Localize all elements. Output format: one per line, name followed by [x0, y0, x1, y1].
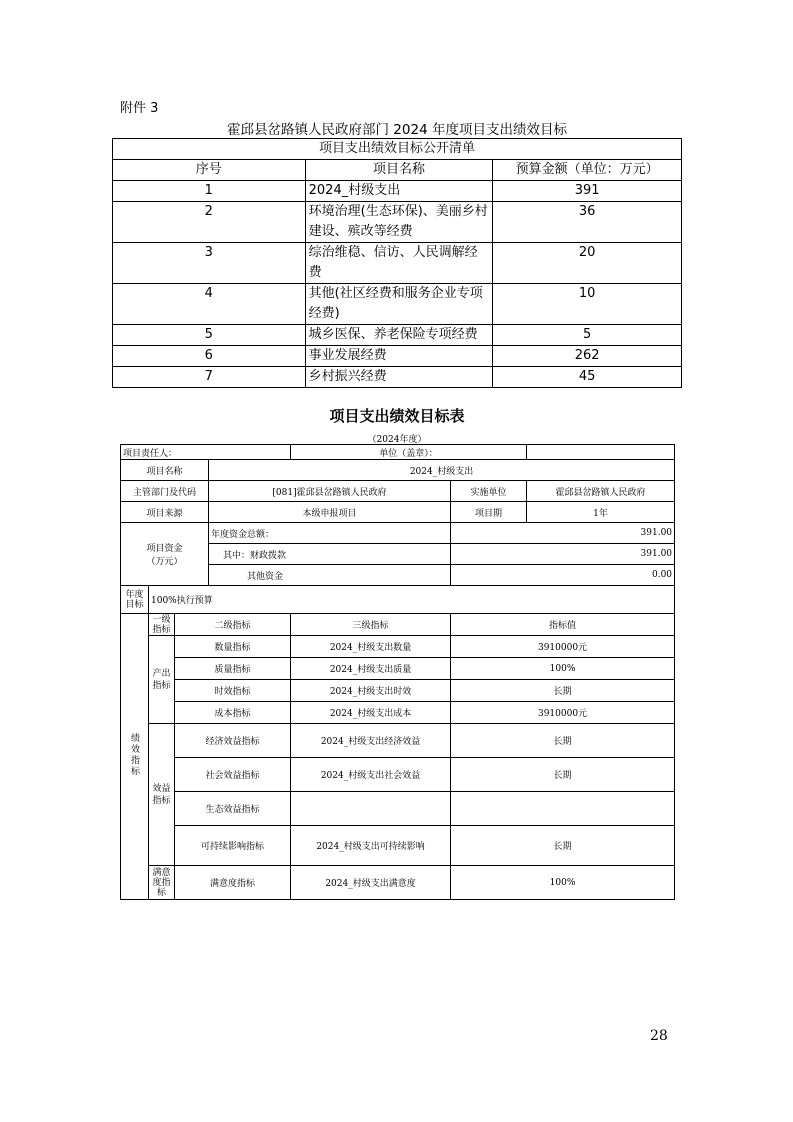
value-cell: 长期 — [451, 826, 675, 866]
level3-header: 三级指标 — [291, 614, 451, 636]
row-name: 事业发展经费 — [305, 346, 493, 367]
indicator-row — [121, 636, 675, 658]
output-indicator-label: 产出 指标 — [149, 636, 175, 724]
level2-cell: 质量指标 — [175, 658, 291, 680]
funds-fiscal-label: 其中：财政拨款 — [209, 544, 451, 565]
funds-total-value: 391.00 — [451, 523, 675, 544]
source-row — [121, 502, 675, 523]
level2-cell: 生态效益指标 — [175, 792, 291, 826]
perf-indicator-text: 绩效指标 — [129, 733, 139, 777]
level2-cell: 满意度指标 — [175, 866, 291, 900]
indicator-row — [121, 680, 675, 702]
list-caption: 项目支出绩效目标公开清单 — [113, 139, 682, 160]
level2-header: 二级指标 — [175, 614, 291, 636]
row-name: 其他(社区经费和服务企业专项经费) — [305, 284, 493, 325]
attachment-label: 附件 3 — [120, 101, 159, 116]
unit-seal-label: 单位（盖章）： — [291, 445, 527, 460]
value-header: 指标值 — [451, 614, 675, 636]
impl-value: 霍邱县岔路镇人民政府 — [527, 481, 675, 502]
project-name-label: 项目名称 — [121, 460, 209, 481]
row-amount: 391 — [493, 181, 682, 202]
indicator-row — [121, 866, 675, 900]
row-amount: 36 — [493, 202, 682, 243]
annual-goal-row — [121, 586, 675, 614]
funds-label: 项目资金 （万元） — [121, 523, 209, 586]
level3-cell: 2024_村级支出质量 — [291, 658, 451, 680]
performance-goal-table — [120, 444, 675, 900]
period-label: 项目期 — [451, 502, 527, 523]
row-no: 1 — [113, 181, 306, 202]
period-value: 1年 — [527, 502, 675, 523]
value-cell: 长期 — [451, 724, 675, 758]
benefit-indicator-label: 效益 指标 — [149, 724, 175, 866]
level3-cell — [291, 792, 451, 826]
level2-cell: 数量指标 — [175, 636, 291, 658]
dept-row — [121, 481, 675, 502]
owner-row — [121, 445, 675, 460]
funds-other-label: 其他资金 — [209, 565, 451, 586]
row-no: 2 — [113, 202, 306, 243]
value-cell: 长期 — [451, 680, 675, 702]
dept-value: [081]霍邱县岔路镇人民政府 — [209, 481, 451, 502]
row-amount: 262 — [493, 346, 682, 367]
level2-cell: 经济效益指标 — [175, 724, 291, 758]
value-cell — [451, 792, 675, 826]
funds-fiscal-value: 391.00 — [451, 544, 675, 565]
level2-cell: 成本指标 — [175, 702, 291, 724]
indicator-header-row — [121, 614, 675, 636]
level3-cell: 2024_村级支出成本 — [291, 702, 451, 724]
row-no: 6 — [113, 346, 306, 367]
indicator-row — [121, 758, 675, 792]
annual-goal-value: 100%执行预算 — [149, 586, 675, 614]
unit-seal-value — [527, 445, 675, 460]
row-no: 3 — [113, 243, 306, 284]
owner-label: 项目责任人： — [121, 445, 291, 460]
level3-cell: 2024_村级支出经济效益 — [291, 724, 451, 758]
indicator-row — [121, 702, 675, 724]
funds-row — [121, 523, 675, 544]
table-row — [113, 181, 682, 202]
document-title: 霍邱县岔路镇人民政府部门 2024 年度项目支出绩效目标 — [227, 122, 567, 138]
value-cell: 长期 — [451, 758, 675, 792]
page-number: 28 — [650, 1028, 668, 1044]
row-amount: 20 — [493, 243, 682, 284]
table-row — [113, 284, 682, 325]
table-row — [113, 243, 682, 284]
row-name: 乡村振兴经费 — [305, 367, 493, 388]
funds-total-label: 年度资金总额： — [209, 523, 451, 544]
source-value: 本级申报项目 — [209, 502, 451, 523]
annual-goal-label: 年度 目标 — [121, 586, 149, 614]
table-row — [113, 367, 682, 388]
source-label: 项目来源 — [121, 502, 209, 523]
indicator-row — [121, 724, 675, 758]
value-cell: 3910000元 — [451, 702, 675, 724]
level2-cell: 时效指标 — [175, 680, 291, 702]
funds-other-value: 0.00 — [451, 565, 675, 586]
level2-cell: 社会效益指标 — [175, 758, 291, 792]
level3-cell: 2024_村级支出时效 — [291, 680, 451, 702]
level3-cell: 2024_村级支出可持续影响 — [291, 826, 451, 866]
satisfaction-indicator-label: 满意 度指 标 — [149, 866, 175, 900]
level1-header: 一级 指标 — [149, 614, 175, 636]
row-name: 2024_村级支出 — [305, 181, 493, 202]
indicator-row — [121, 658, 675, 680]
perf-indicator-label — [121, 614, 149, 900]
list-header-row — [113, 160, 682, 181]
project-name-row — [121, 460, 675, 481]
value-cell: 100% — [451, 658, 675, 680]
impl-label: 实施单位 — [451, 481, 527, 502]
perf-table-title: 项目支出绩效目标表 — [329, 407, 465, 425]
table-row — [113, 346, 682, 367]
header-no: 序号 — [113, 160, 306, 181]
perf-table-year: （2024年度） — [367, 435, 427, 445]
row-amount: 5 — [493, 325, 682, 346]
level3-cell: 2024_村级支出数量 — [291, 636, 451, 658]
table-row — [113, 202, 682, 243]
table-row — [113, 325, 682, 346]
row-amount: 10 — [493, 284, 682, 325]
level3-cell: 2024_村级支出社会效益 — [291, 758, 451, 792]
value-cell: 3910000元 — [451, 636, 675, 658]
project-name-value: 2024_村级支出 — [209, 460, 675, 481]
indicator-row — [121, 826, 675, 866]
list-caption-row — [113, 139, 682, 160]
row-name: 综治维稳、信访、人民调解经费 — [305, 243, 493, 284]
row-amount: 45 — [493, 367, 682, 388]
project-list-table — [112, 138, 682, 388]
row-name: 城乡医保、养老保险专项经费 — [305, 325, 493, 346]
row-no: 5 — [113, 325, 306, 346]
row-no: 4 — [113, 284, 306, 325]
value-cell: 100% — [451, 866, 675, 900]
row-name: 环境治理(生态环保)、美丽乡村建设、殡改等经费 — [305, 202, 493, 243]
header-amount: 预算金额（单位：万元） — [493, 160, 682, 181]
dept-label: 主管部门及代码 — [121, 481, 209, 502]
level3-cell: 2024_村级支出满意度 — [291, 866, 451, 900]
row-no: 7 — [113, 367, 306, 388]
indicator-row — [121, 792, 675, 826]
header-name: 项目名称 — [305, 160, 493, 181]
level2-cell: 可持续影响指标 — [175, 826, 291, 866]
